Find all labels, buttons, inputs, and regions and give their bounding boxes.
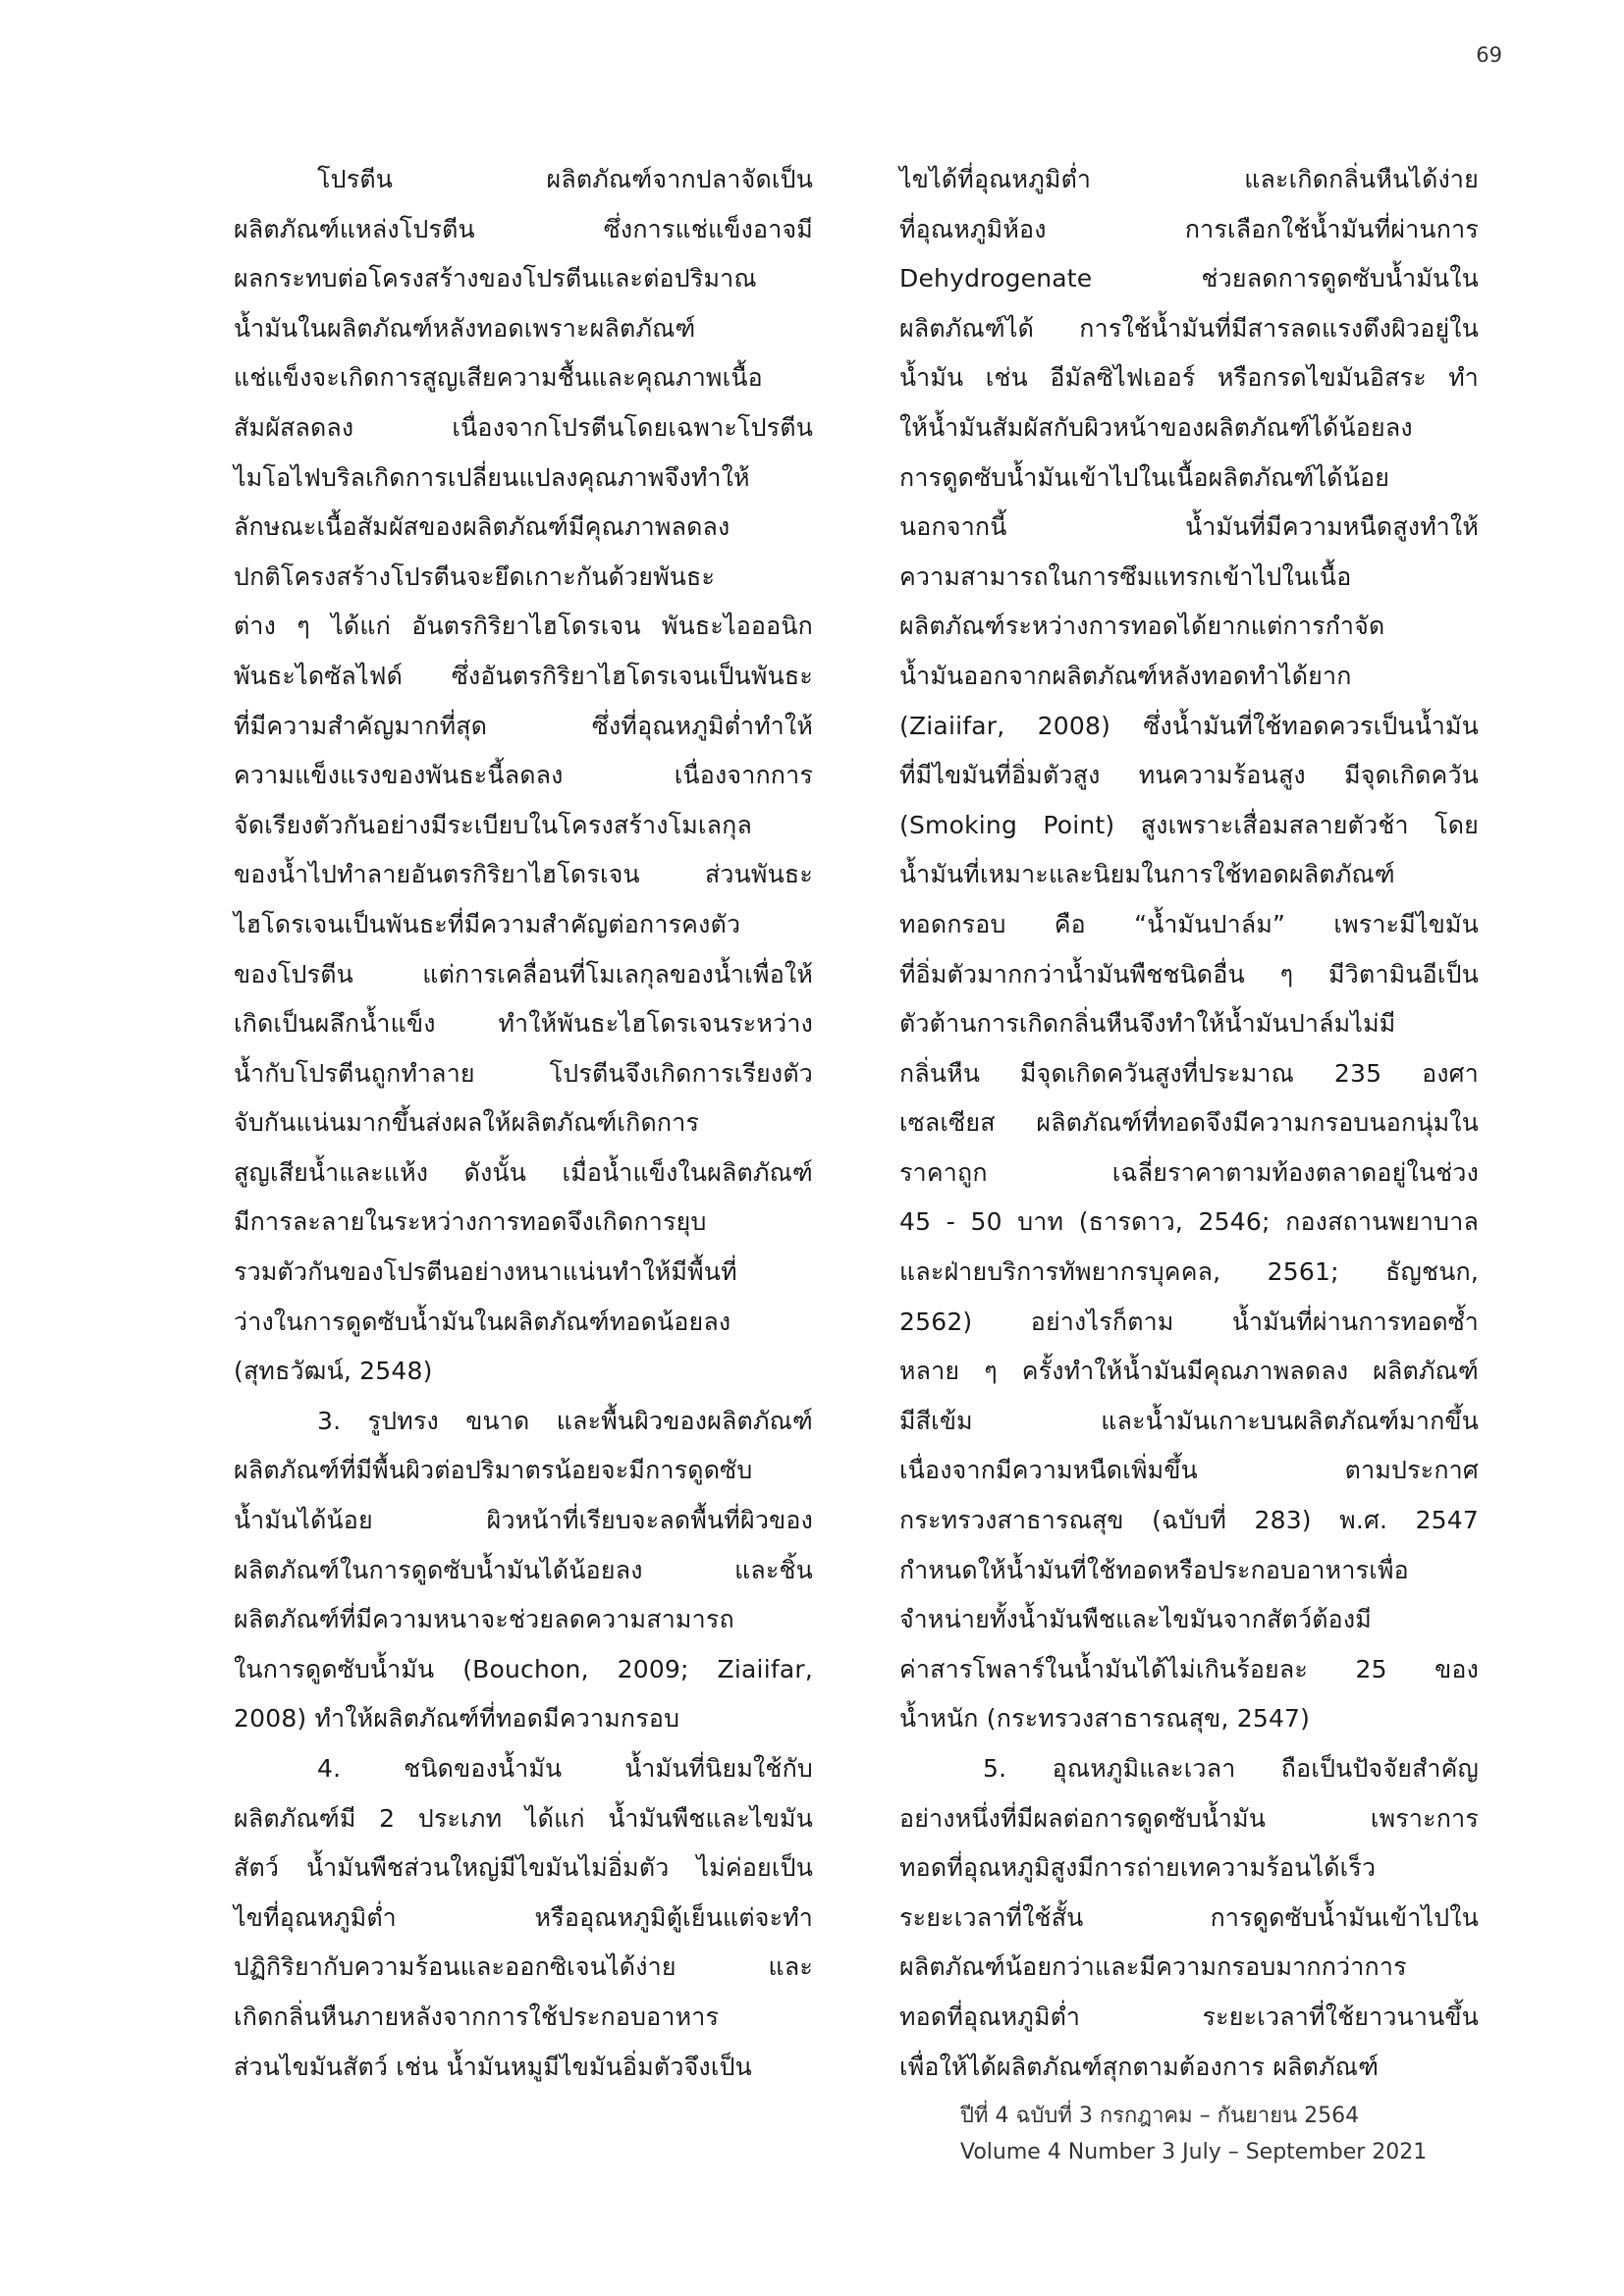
text-line: ผลิตภัณฑ์มี 2 ประเภท ได้แก่ น้ำมันพืชและไขมัน <box>234 1803 813 1833</box>
text-line: ไฮโดรเจนเป็นพันธะที่มีความสำคัญต่อการคงตัว <box>234 909 741 938</box>
text-line: อย่างหนึ่งที่มีผลต่อการดูดซับน้ำมัน เพราะการ <box>899 1803 1479 1833</box>
left-text-column <box>234 155 813 2092</box>
text-line: ไมโอไฟบริลเกิดการเปลี่ยนแปลงคุณภาพจึงทำให้ <box>234 462 750 492</box>
text-line: เกิดเป็นผลึกน้ำแข็ง ทำให้พันธะไฮโดรเจนระหว่าง <box>234 1009 813 1039</box>
text-line: ที่มีไขมันที่อิ่มตัวสูง ทนความร้อนสูง มีจุดเกิดควัน <box>899 761 1479 790</box>
text-line: สัตว์ น้ำมันพืชส่วนใหญ่มีไขมันไม่อิ่มตัว ไม่ค่อยเป็น <box>234 1853 813 1883</box>
text-line: ที่อุณหภูมิห้อง การเลือกใช้น้ำมันที่ผ่านการ <box>899 214 1479 243</box>
text-line: ที่อิ่มตัวมากกว่าน้ำมันพืชชนิดอื่น ๆ มีวิตามินอีเป็น <box>899 959 1479 988</box>
text-line: กระทรวงสาธารณสุข (ฉบับที่ 283) พ.ศ. 2547 <box>899 1506 1479 1535</box>
text-line: น้ำมันออกจากผลิตภัณฑ์หลังทอดทำได้ยาก <box>899 661 1352 690</box>
text-line: (Smoking Point) สูงเพราะเสื่อมสลายตัวช้า โดย <box>899 810 1479 839</box>
footer-thai-issue: ปีที่ 4 ฉบับที่ 3 กรกฎาคม – กันยายน 2564 <box>960 2104 1360 2128</box>
text-line: ให้น้ำมันสัมผัสกับผิวหน้าของผลิตภัณฑ์ได้น้อยลง <box>899 412 1413 442</box>
text-line: น้ำหนัก (กระทรวงสาธารณสุข, 2547) <box>899 1704 1311 1734</box>
right-text-column <box>899 155 1479 2092</box>
text-line: เพื่อให้ได้ผลิตภัณฑ์สุกตามต้องการ ผลิตภัณฑ์ <box>899 2052 1380 2081</box>
text-line: นอกจากนี้ น้ำมันที่มีความหนืดสูงทำให้ <box>899 512 1479 542</box>
text-line: ผลิตภัณฑ์ระหว่างการทอดได้ยากแต่การกำจัด <box>899 612 1385 641</box>
text-line: ผลกระทบต่อโครงสร้างของโปรตีนและต่อปริมาณ <box>234 264 757 294</box>
text-line: เกิดกลิ่นหืนภายหลังจากการใช้ประกอบอาหาร <box>234 2002 720 2031</box>
text-line: ลักษณะเนื้อสัมผัสของผลิตภัณฑ์มีคุณภาพลดลง <box>234 512 731 542</box>
text-line: 5. อุณหภูมิและเวลา ถือเป็นปัจจัยสำคัญ <box>983 1754 1479 1783</box>
text-line: ความสามารถในการซึมแทรกเข้าไปในเนื้อ <box>899 561 1352 591</box>
text-line: และฝ่ายบริการทัพยากรบุคคล, 2561; ธัญชนก, <box>899 1257 1479 1287</box>
text-line: ทอดที่อุณหภูมิต่ำ ระยะเวลาที่ใช้ยาวนานขึ้น <box>899 2002 1479 2031</box>
text-line: ระยะเวลาที่ใช้สั้น การดูดซับน้ำมันเข้าไปใน <box>899 1902 1479 1932</box>
text-line: ส่วนไขมันสัตว์ เช่น น้ำมันหมูมีไขมันอิ่มตัวจึงเป็น <box>234 2052 752 2081</box>
text-line: ของน้ำไปทำลายอันตรกิริยาไฮโดรเจน ส่วนพันธะ <box>234 860 813 889</box>
text-line: ปฏิกิริยากับความร้อนและออกซิเจนได้ง่าย และ <box>234 1952 813 1982</box>
text-line: น้ำกับโปรตีนถูกทำลาย โปรตีนจึงเกิดการเรียงตัว <box>234 1058 813 1088</box>
text-line: ในการดูดซับน้ำมัน (Bouchon, 2009; Ziaiifar, <box>234 1654 813 1683</box>
text-line: Dehydrogenate ช่วยลดการดูดซับน้ำมันใน <box>899 264 1479 294</box>
text-line: ตัวต้านการเกิดกลิ่นหืนจึงทำให้น้ำมันปาล์มไม่มี <box>899 1009 1396 1039</box>
text-line: ไขได้ที่อุณหภูมิต่ำ และเกิดกลิ่นหืนได้ง่าย <box>899 165 1479 193</box>
text-line: 3. รูปทรง ขนาด และพื้นผิวของผลิตภัณฑ์ <box>317 1406 813 1435</box>
text-line: ราคาถูก เฉลี่ยราคาตามท้องตลาดอยู่ในช่วง <box>899 1157 1479 1187</box>
text-line: ความแข็งแรงของพันธะนี้ลดลง เนื่องจากการ <box>234 761 813 790</box>
text-line: ไขที่อุณหภูมิต่ำ หรืออุณหภูมิตู้เย็นแต่จะทำ <box>234 1902 813 1932</box>
text-line: กลิ่นหืน มีจุดเกิดควันสูงที่ประมาณ 235 องศา <box>899 1058 1479 1088</box>
text-line: สัมผัสลดลง เนื่องจากโปรตีนโดยเฉพาะโปรตีน <box>234 412 813 442</box>
text-line: 4. ชนิดของน้ำมัน น้ำมันที่นิยมใช้กับ <box>317 1754 813 1783</box>
text-line: (Ziaiifar, 2008) ซึ่งน้ำมันที่ใช้ทอดควรเป็นน้ำมัน <box>899 711 1479 740</box>
text-line: พันธะไดซัลไฟด์ ซึ่งอันตรกิริยาไฮโดรเจนเป็นพันธะ <box>234 661 813 690</box>
text-line: ที่มีความสำคัญมากที่สุด ซึ่งที่อุณหภูมิต่ำทำให้ <box>234 711 813 740</box>
text-line: แช่แข็งจะเกิดการสูญเสียความชื้นและคุณภาพเนื้อ <box>234 363 763 393</box>
text-line: สูญเสียน้ำและแห้ง ดังนั้น เมื่อน้ำแข็งในผลิตภัณฑ์ <box>234 1157 813 1187</box>
text-line: หลาย ๆ ครั้งทำให้น้ำมันมีคุณภาพลดลง ผลิตภัณฑ์ <box>899 1357 1479 1386</box>
text-line: ทอดกรอบ คือ “น้ำมันปาล์ม” เพราะมีไขมัน <box>899 909 1479 938</box>
text-line: กำหนดให้น้ำมันที่ใช้ทอดหรือประกอบอาหารเพื่อ <box>899 1555 1409 1584</box>
text-line: จำหน่ายทั้งน้ำมันพืชและไขมันจากสัตว์ต้องมี <box>899 1605 1372 1634</box>
text-line: ผลิตภัณฑ์แหล่งโปรตีน ซึ่งการแช่แข็งอาจมี <box>234 214 813 243</box>
text-line: น้ำมันที่เหมาะและนิยมในการใช้ทอดผลิตภัณฑ์ <box>899 860 1395 889</box>
text-line: ค่าสารโพลาร์ในน้ำมันได้ไม่เกินร้อยละ 25 ของ <box>899 1654 1479 1683</box>
footer-english-issue: Volume 4 Number 3 July – September 2021 <box>960 2140 1428 2164</box>
text-line: ผลิตภัณฑ์ที่มีพื้นผิวต่อปริมาตรน้อยจะมีการดูดซับ <box>234 1456 753 1485</box>
text-line: มีสีเข้ม และน้ำมันเกาะบนผลิตภัณฑ์มากขึ้น <box>899 1406 1479 1435</box>
text-line: ว่างในการดูดซับน้ำมันในผลิตภัณฑ์ทอดน้อยลง <box>234 1307 731 1336</box>
text-line: ปกติโครงสร้างโปรตีนจะยึดเกาะกันด้วยพันธะ <box>234 561 716 591</box>
text-line: ผลิตภัณฑ์ในการดูดซับน้ำมันได้น้อยลง และชิ้น <box>234 1555 813 1584</box>
text-line: น้ำมันได้น้อย ผิวหน้าที่เรียบจะลดพื้นที่ผิวของ <box>234 1506 813 1535</box>
text-line: ทอดที่อุณหภูมิสูงมีการถ่ายเทความร้อนได้เร็ว <box>899 1853 1377 1883</box>
text-line: รวมตัวกันของโปรตีนอย่างหนาแน่นทำให้มีพื้นที่ <box>234 1257 737 1287</box>
text-line: น้ำมันในผลิตภัณฑ์หลังทอดเพราะผลิตภัณฑ์ <box>234 313 696 343</box>
journal-footer <box>960 2098 1490 2170</box>
text-line: (สุทธวัฒน์, 2548) <box>234 1357 433 1386</box>
page-number: 69 <box>1476 43 1502 67</box>
text-line: น้ำมัน เช่น อีมัลซิไฟเออร์ หรือกรดไขมันอิสระ ทำ <box>899 363 1479 393</box>
text-line: ผลิตภัณฑ์น้อยกว่าและมีความกรอบมากกว่าการ <box>899 1952 1407 1982</box>
text-line: จับกันแน่นมากขึ้นส่งผลให้ผลิตภัณฑ์เกิดการ <box>234 1108 700 1138</box>
text-line: จัดเรียงตัวกันอย่างมีระเบียบในโครงสร้างโมเลกุล <box>234 810 753 839</box>
text-line: 45 - 50 บาท (ธารดาว, 2546; กองสถานพยาบาล <box>899 1207 1479 1237</box>
text-line: โปรตีน ผลิตภัณฑ์จากปลาจัดเป็น <box>317 165 813 193</box>
text-line: การดูดซับน้ำมันเข้าไปในเนื้อผลิตภัณฑ์ได้น้อย <box>899 462 1390 492</box>
text-line: 2562) อย่างไรก็ตาม น้ำมันที่ผ่านการทอดซ้ำ <box>899 1307 1479 1336</box>
text-line: ผลิตภัณฑ์ที่มีความหนาจะช่วยลดความสามารถ <box>234 1605 734 1634</box>
text-line: ต่าง ๆ ได้แก่ อันตรกิริยาไฮโดรเจน พันธะไอออนิก <box>234 612 813 641</box>
text-line: 2008) ทำให้ผลิตภัณฑ์ที่ทอดมีความกรอบ <box>234 1704 680 1734</box>
text-line: มีการละลายในระหว่างการทอดจึงเกิดการยุบ <box>234 1207 707 1237</box>
text-line: เนื่องจากมีความหนืดเพิ่มขึ้น ตามประกาศ <box>899 1456 1479 1485</box>
text-line: ของโปรตีน แต่การเคลื่อนที่โมเลกุลของน้ำเพื่อให้ <box>234 959 813 988</box>
text-line: เซลเซียส ผลิตภัณฑ์ที่ทอดจึงมีความกรอบนอกนุ่มใน <box>899 1108 1479 1138</box>
text-line: ผลิตภัณฑ์ได้ การใช้น้ำมันที่มีสารลดแรงตึงผิวอยู่ใน <box>899 313 1479 343</box>
